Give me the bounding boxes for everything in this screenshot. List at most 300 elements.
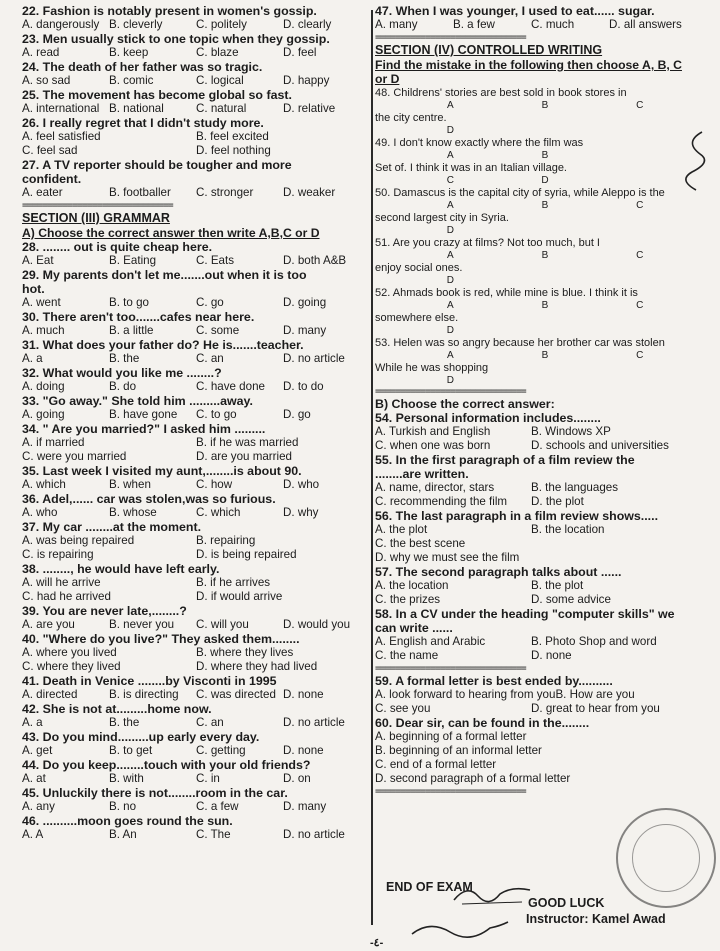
answer-option: B. the <box>109 352 140 365</box>
question-text: 54. Personal information includes........ <box>375 411 601 425</box>
answer-option: C. politely <box>196 18 247 31</box>
question-text: 29. My parents don't let me.......out when it is too <box>22 268 307 282</box>
instructor-name: Instructor: Kamel Awad <box>526 912 666 926</box>
mistake-letter: D <box>446 125 454 136</box>
mistake-letter: D <box>541 175 549 186</box>
answer-option: D. great to hear from you <box>531 702 660 715</box>
mistake-letter <box>592 375 687 386</box>
answer-option: A. read <box>22 46 60 59</box>
answer-options <box>22 478 370 492</box>
answer-option: B. never you <box>109 618 175 631</box>
question-text: B) Choose the correct answer: <box>375 397 555 411</box>
answer-option: A. the location <box>375 579 449 592</box>
answer-option: C. will you <box>196 618 249 631</box>
mistake-letter: B <box>541 100 549 111</box>
sentence-line: 53. Helen was so angry because her brother car was stolen <box>375 337 665 349</box>
answer-option: B. if he arrives <box>196 576 271 589</box>
answer-options <box>22 102 370 116</box>
answer-options <box>22 800 370 814</box>
mistake-letter: A <box>447 100 454 111</box>
signature-scribble <box>452 880 532 910</box>
sentence-line: While he was shopping <box>375 362 489 374</box>
answer-option: C. The <box>196 828 231 841</box>
question-text: 25. The movement has become global so fast. <box>22 88 292 102</box>
answer-options <box>375 730 687 744</box>
answer-option: B. when <box>109 478 151 491</box>
left-column <box>22 4 370 842</box>
answer-option: B. where they lives <box>196 646 294 659</box>
answer-options <box>22 772 370 786</box>
answer-option: D. clearly <box>283 18 332 31</box>
mistake-letters <box>375 325 687 336</box>
end-of-exam: END OF EXAM <box>386 880 473 894</box>
answer-option: D. second paragraph of a formal letter <box>375 772 571 785</box>
answer-option: D. if would arrive <box>196 590 283 603</box>
answer-option: A. who <box>22 506 58 519</box>
answer-option: A. will he arrive <box>22 576 101 589</box>
answer-option: C. blaze <box>196 46 239 59</box>
answer-option: C. is repairing <box>22 548 94 561</box>
answer-option: A. eater <box>22 186 63 199</box>
answer-options <box>22 576 370 590</box>
answer-option: D. why <box>283 506 319 519</box>
question-text: 23. Men usually stick to one topic when they gossip. <box>22 32 330 46</box>
sentence-line: 50. Damascus is the capital city of syria, while Aleppo is the <box>375 187 665 199</box>
answer-option: C. an <box>196 716 224 729</box>
answer-options <box>375 772 687 786</box>
mistake-letter <box>498 375 593 386</box>
question-text: 58. In a CV under the heading "computer skills" we <box>375 607 675 621</box>
answer-options <box>22 744 370 758</box>
question-text: 26. I really regret that I didn't study more. <box>22 116 264 130</box>
mistake-letter: D <box>446 275 454 286</box>
answer-option: C. was directed <box>196 688 276 701</box>
answer-option: D. no article <box>283 352 345 365</box>
mistake-letter: C <box>636 250 644 261</box>
answer-option: D. where they had lived <box>196 660 318 673</box>
answer-options <box>375 702 687 716</box>
column-divider <box>371 10 373 925</box>
mistake-letter <box>592 325 687 336</box>
question-text: 57. The second paragraph talks about ...... <box>375 565 622 579</box>
answer-option: D. none <box>531 649 572 662</box>
answer-option: B. the plot <box>531 579 584 592</box>
mistake-letter <box>592 275 687 286</box>
mistake-letter: D <box>446 325 454 336</box>
question-text: ........are written. <box>375 467 469 481</box>
answer-option: D. many <box>283 324 327 337</box>
answer-option: A. English and Arabic <box>375 635 486 648</box>
instruction-text: Find the mistake in the following then choose A, B, C <box>375 58 682 72</box>
sentence-line: 52. Ahmads book is red, while mine is blue. I think it is <box>375 287 638 299</box>
answer-option: C. recommending the film <box>375 495 508 508</box>
mistake-letter <box>498 275 593 286</box>
question-text: 46. ..........moon goes round the sun. <box>22 814 233 828</box>
answer-option: A. dangerously <box>22 18 100 31</box>
answer-options <box>22 130 370 144</box>
answer-option: A. A <box>22 828 44 841</box>
answer-option: C. to go <box>196 408 237 421</box>
mistake-letters <box>375 100 687 111</box>
answer-options <box>22 618 370 632</box>
mistake-letter: B <box>541 150 549 161</box>
answer-options <box>375 523 687 537</box>
question-text: 35. Last week I visited my aunt,........is about 90. <box>22 464 302 478</box>
answer-option: C. logical <box>196 74 244 87</box>
mistake-letter: A <box>447 300 454 311</box>
question-text: 41. Death in Venice ........by Visconti in 1995 <box>22 674 277 688</box>
question-text: confident. <box>22 172 82 186</box>
answer-option: A. a <box>22 716 43 729</box>
answer-options <box>375 579 687 593</box>
answer-option: C. go <box>196 296 224 309</box>
answer-option: B. is directing <box>109 688 179 701</box>
answer-option: C. some <box>196 324 240 337</box>
instruction-text: A) Choose the correct answer then write A,B,C or D <box>22 226 320 240</box>
answer-option: B. the languages <box>531 481 619 494</box>
answer-option: A. international <box>22 102 100 115</box>
answer-option: C. where they lived <box>22 660 121 673</box>
answer-option: C. have done <box>196 380 265 393</box>
good-luck: GOOD LUCK <box>528 896 605 910</box>
answer-option: D. weaker <box>283 186 336 199</box>
question-text: 37. My car ........at the moment. <box>22 520 202 534</box>
answer-option: A. if married <box>22 436 85 449</box>
answer-option: B. comic <box>109 74 154 87</box>
answer-option: C. Eats <box>196 254 235 267</box>
answer-option: B. How are you <box>555 688 635 701</box>
answer-options <box>22 18 370 32</box>
answer-option: A. going <box>22 408 65 421</box>
separator-line: ============================== <box>375 32 526 43</box>
arabic-handwriting <box>672 128 714 198</box>
answer-option: B. An <box>109 828 137 841</box>
answer-option: C. when one was born <box>375 439 491 452</box>
answer-option: C. how <box>196 478 233 491</box>
answer-options <box>22 716 370 730</box>
mistake-letter: B <box>541 300 549 311</box>
answer-options <box>22 646 370 660</box>
mistake-letter: A <box>447 350 454 361</box>
answer-option: C. stronger <box>196 186 254 199</box>
answer-options <box>22 352 370 366</box>
question-text: 24. The death of her father was so tragic. <box>22 60 263 74</box>
sentence-line: 48. Childrens' stories are best sold in book stores in <box>375 87 627 99</box>
question-text: 55. In the first paragraph of a film review the <box>375 453 635 467</box>
mistake-letter <box>498 125 593 136</box>
answer-option: C. which <box>196 506 241 519</box>
answer-option: B. repairing <box>196 534 256 547</box>
question-text: 36. Adel,...... car was stolen,was so furious. <box>22 492 276 506</box>
answer-option: C. end of a formal letter <box>375 758 497 771</box>
answer-option: A. feel satisfied <box>22 130 101 143</box>
answer-option: D. none <box>283 688 324 701</box>
question-text: 43. Do you mind.........up early every day. <box>22 730 260 744</box>
answer-option: D. none <box>283 744 324 757</box>
answer-option: B. the location <box>531 523 605 536</box>
answer-options <box>22 590 370 604</box>
answer-option: C. see you <box>375 702 431 715</box>
right-column <box>375 4 687 797</box>
answer-option: C. much <box>531 18 575 31</box>
answer-option: A. at <box>22 772 46 785</box>
answer-option: B. Eating <box>109 254 157 267</box>
answer-option: C. were you married <box>22 450 127 463</box>
mistake-letter: C <box>636 200 644 211</box>
answer-option: D. would you <box>283 618 351 631</box>
mistake-letters <box>375 350 687 361</box>
answer-options <box>22 254 370 268</box>
mistake-letter: B <box>541 200 549 211</box>
page-number: -٤- <box>370 937 384 949</box>
answer-options <box>22 46 370 60</box>
sentence-line: enjoy social ones. <box>375 262 463 274</box>
answer-option: D. go <box>283 408 311 421</box>
question-text: 34. " Are you married?" I asked him ......... <box>22 422 266 436</box>
question-text: 31. What does your father do? He is.......teacher. <box>22 338 304 352</box>
mistake-letters <box>375 175 687 186</box>
answer-options <box>375 18 687 32</box>
answer-option: B. keep <box>109 46 149 59</box>
answer-option <box>531 537 687 551</box>
answer-options <box>22 506 370 520</box>
answer-option: B. Windows XP <box>531 425 611 438</box>
answer-option: C. the name <box>375 649 439 662</box>
mistake-letter <box>498 225 593 236</box>
answer-options <box>22 450 370 464</box>
question-text: 42. She is not at.........home now. <box>22 702 212 716</box>
answer-option: B. have gone <box>109 408 178 421</box>
answer-option: C. getting <box>196 744 246 757</box>
section-heading: SECTION (III) GRAMMAR <box>22 211 170 225</box>
answer-option: C. an <box>196 352 224 365</box>
answer-option: A. directed <box>22 688 78 701</box>
mistake-letter: C <box>636 100 644 111</box>
answer-option: D. on <box>283 772 311 785</box>
sentence-line: 49. I don't know exactly where the film was <box>375 137 584 149</box>
answer-options <box>22 144 370 158</box>
answer-option: A. a <box>22 352 43 365</box>
answer-option: A. where you lived <box>22 646 117 659</box>
answer-options <box>22 408 370 422</box>
answer-option: D. all answers <box>609 18 682 31</box>
mistake-letter: C <box>636 300 644 311</box>
answer-options <box>22 660 370 674</box>
answer-options <box>375 593 687 607</box>
sentence-line: 51. Are you crazy at films? Not too much, but I <box>375 237 600 249</box>
question-text: 38. ........, he would have left early. <box>22 562 220 576</box>
answer-option: D. feel nothing <box>196 144 271 157</box>
answer-option: A. the plot <box>375 523 428 536</box>
answer-options <box>22 380 370 394</box>
answer-option: A. was being repaired <box>22 534 135 547</box>
question-text: 60. Dear sir, can be found in the........ <box>375 716 590 730</box>
mistake-letter: C <box>636 350 644 361</box>
answer-options <box>22 688 370 702</box>
answer-options <box>375 744 687 758</box>
answer-option: D. going <box>283 296 327 309</box>
answer-option <box>531 730 687 744</box>
answer-option: C. in <box>196 772 220 785</box>
answer-option: A. name, director, stars <box>375 481 495 494</box>
answer-option: A. many <box>375 18 418 31</box>
answer-options <box>375 758 687 772</box>
question-text: hot. <box>22 282 45 296</box>
mistake-letters <box>375 225 687 236</box>
sentence-line: the city centre. <box>375 112 447 124</box>
answer-option: D. the plot <box>531 495 584 508</box>
answer-option: B. cleverly <box>109 18 163 31</box>
section-heading: SECTION (IV) CONTROLLED WRITING <box>375 43 603 57</box>
answer-option: B. the <box>109 716 140 729</box>
question-text: 28. ........ out is quite cheap here. <box>22 240 213 254</box>
mistake-letter: D <box>446 225 454 236</box>
question-text: 22. Fashion is notably present in women's gossip. <box>22 4 317 18</box>
answer-option: C. the best scene <box>375 537 466 550</box>
mistake-letters <box>375 200 687 211</box>
mistake-letters <box>375 150 687 161</box>
answer-option: C. feel sad <box>22 144 78 157</box>
mistake-letter: C <box>446 175 454 186</box>
answer-options <box>22 436 370 450</box>
answer-option: D. both A&B <box>283 254 347 267</box>
answer-option: A. any <box>22 800 55 813</box>
answer-options <box>22 296 370 310</box>
instructor-signature <box>410 918 510 942</box>
answer-option: B. beginning of an informal letter <box>375 744 542 757</box>
answer-option: D. many <box>283 800 327 813</box>
mistake-letter <box>592 225 687 236</box>
answer-option: B. national <box>109 102 164 115</box>
mistake-letter: A <box>447 250 454 261</box>
mistake-letter: A <box>447 150 454 161</box>
answer-option: D. are you married <box>196 450 293 463</box>
question-text: 44. Do you keep........touch with your old friends? <box>22 758 311 772</box>
answer-option: B. Photo Shop and word <box>531 635 657 648</box>
question-text: 39. You are never late,........? <box>22 604 187 618</box>
answer-option: D. why we must see the film <box>375 551 520 564</box>
answer-option: D. no article <box>283 716 345 729</box>
question-text: 59. A formal letter is best ended by.......... <box>375 674 613 688</box>
question-text: 27. A TV reporter should be tougher and more <box>22 158 292 172</box>
answer-option: A. Turkish and English <box>375 425 491 438</box>
answer-option: B. to get <box>109 744 153 757</box>
separator-line: ============================== <box>375 386 526 397</box>
answer-options <box>22 534 370 548</box>
answer-option: D. who <box>283 478 320 491</box>
answer-option: B. whose <box>109 506 157 519</box>
answer-option: C. the prizes <box>375 593 441 606</box>
mistake-letters <box>375 125 687 136</box>
answer-option: D. to do <box>283 380 324 393</box>
answer-option: D. schools and universities <box>531 439 669 452</box>
answer-option: B. footballer <box>109 186 171 199</box>
answer-option: A. Eat <box>22 254 54 267</box>
answer-options <box>22 74 370 88</box>
mistake-letters <box>375 300 687 311</box>
sentence-line: second largest city in Syria. <box>375 212 509 224</box>
separator-line: ============================== <box>375 663 526 674</box>
mistake-letter: B <box>541 250 549 261</box>
answer-option <box>531 551 687 565</box>
answer-option: D. happy <box>283 74 330 87</box>
answer-options <box>375 481 687 495</box>
answer-option: B. do <box>109 380 137 393</box>
question-text: can write ...... <box>375 621 453 635</box>
answer-option: B. feel excited <box>196 130 269 143</box>
answer-options <box>22 324 370 338</box>
answer-options <box>375 425 687 439</box>
answer-options <box>22 548 370 562</box>
answer-option: A. much <box>22 324 65 337</box>
answer-option: A. beginning of a formal letter <box>375 730 527 743</box>
sentence-line: somewhere else. <box>375 312 459 324</box>
mistake-letter: A <box>447 200 454 211</box>
answer-options <box>375 551 687 565</box>
answer-option: A. so sad <box>22 74 71 87</box>
answer-option: D. no article <box>283 828 345 841</box>
question-text: 40. "Where do you live?" They asked them........ <box>22 632 300 646</box>
answer-option: A. are you <box>22 618 75 631</box>
answer-option: B. a little <box>109 324 154 337</box>
question-text: 33. "Go away." She told him .........away. <box>22 394 253 408</box>
official-stamp <box>616 808 716 908</box>
answer-option: A. look forward to hearing from you <box>375 688 556 701</box>
answer-option: D. relative <box>283 102 336 115</box>
answer-options <box>375 495 687 509</box>
answer-option: D. is being repaired <box>196 548 297 561</box>
answer-options <box>375 635 687 649</box>
answer-options <box>375 688 687 702</box>
answer-option: B. no <box>109 800 137 813</box>
answer-option <box>531 758 687 772</box>
mistake-letters <box>375 275 687 286</box>
answer-option: A. doing <box>22 380 65 393</box>
answer-option: D. some advice <box>531 593 611 606</box>
answer-option: C. a few <box>196 800 239 813</box>
answer-option: B. if he was married <box>196 436 299 449</box>
answer-options <box>375 439 687 453</box>
separator-line: ============================== <box>375 786 526 797</box>
mistake-letters <box>375 250 687 261</box>
mistake-letters <box>375 375 687 386</box>
mistake-letter: B <box>541 350 549 361</box>
answer-option: A. get <box>22 744 53 757</box>
answer-option: A. went <box>22 296 61 309</box>
answer-option: B. a few <box>453 18 495 31</box>
mistake-letter: D <box>446 375 454 386</box>
question-text: 32. What would you like me ........? <box>22 366 222 380</box>
answer-option <box>570 772 687 786</box>
separator-line: ============================== <box>22 200 173 211</box>
question-text: 47. When I was younger, I used to eat...... sugar. <box>375 4 655 18</box>
answer-option: D. feel <box>283 46 317 59</box>
answer-option: A. which <box>22 478 66 491</box>
sentence-line: Set of. I think it was in an Italian village. <box>375 162 567 174</box>
answer-option: B. with <box>109 772 144 785</box>
answer-option: B. to go <box>109 296 149 309</box>
answer-option <box>542 744 687 758</box>
instruction-text: or D <box>375 72 400 86</box>
question-text: 30. There aren't too.......cafes near here. <box>22 310 255 324</box>
question-text: 56. The last paragraph in a film review shows..... <box>375 509 659 523</box>
answer-options <box>22 186 370 200</box>
question-text: 45. Unluckily there is not........room in the car. <box>22 786 288 800</box>
answer-options <box>375 649 687 663</box>
mistake-letter <box>498 325 593 336</box>
answer-option: C. had he arrived <box>22 590 111 603</box>
answer-option: C. natural <box>196 102 247 115</box>
